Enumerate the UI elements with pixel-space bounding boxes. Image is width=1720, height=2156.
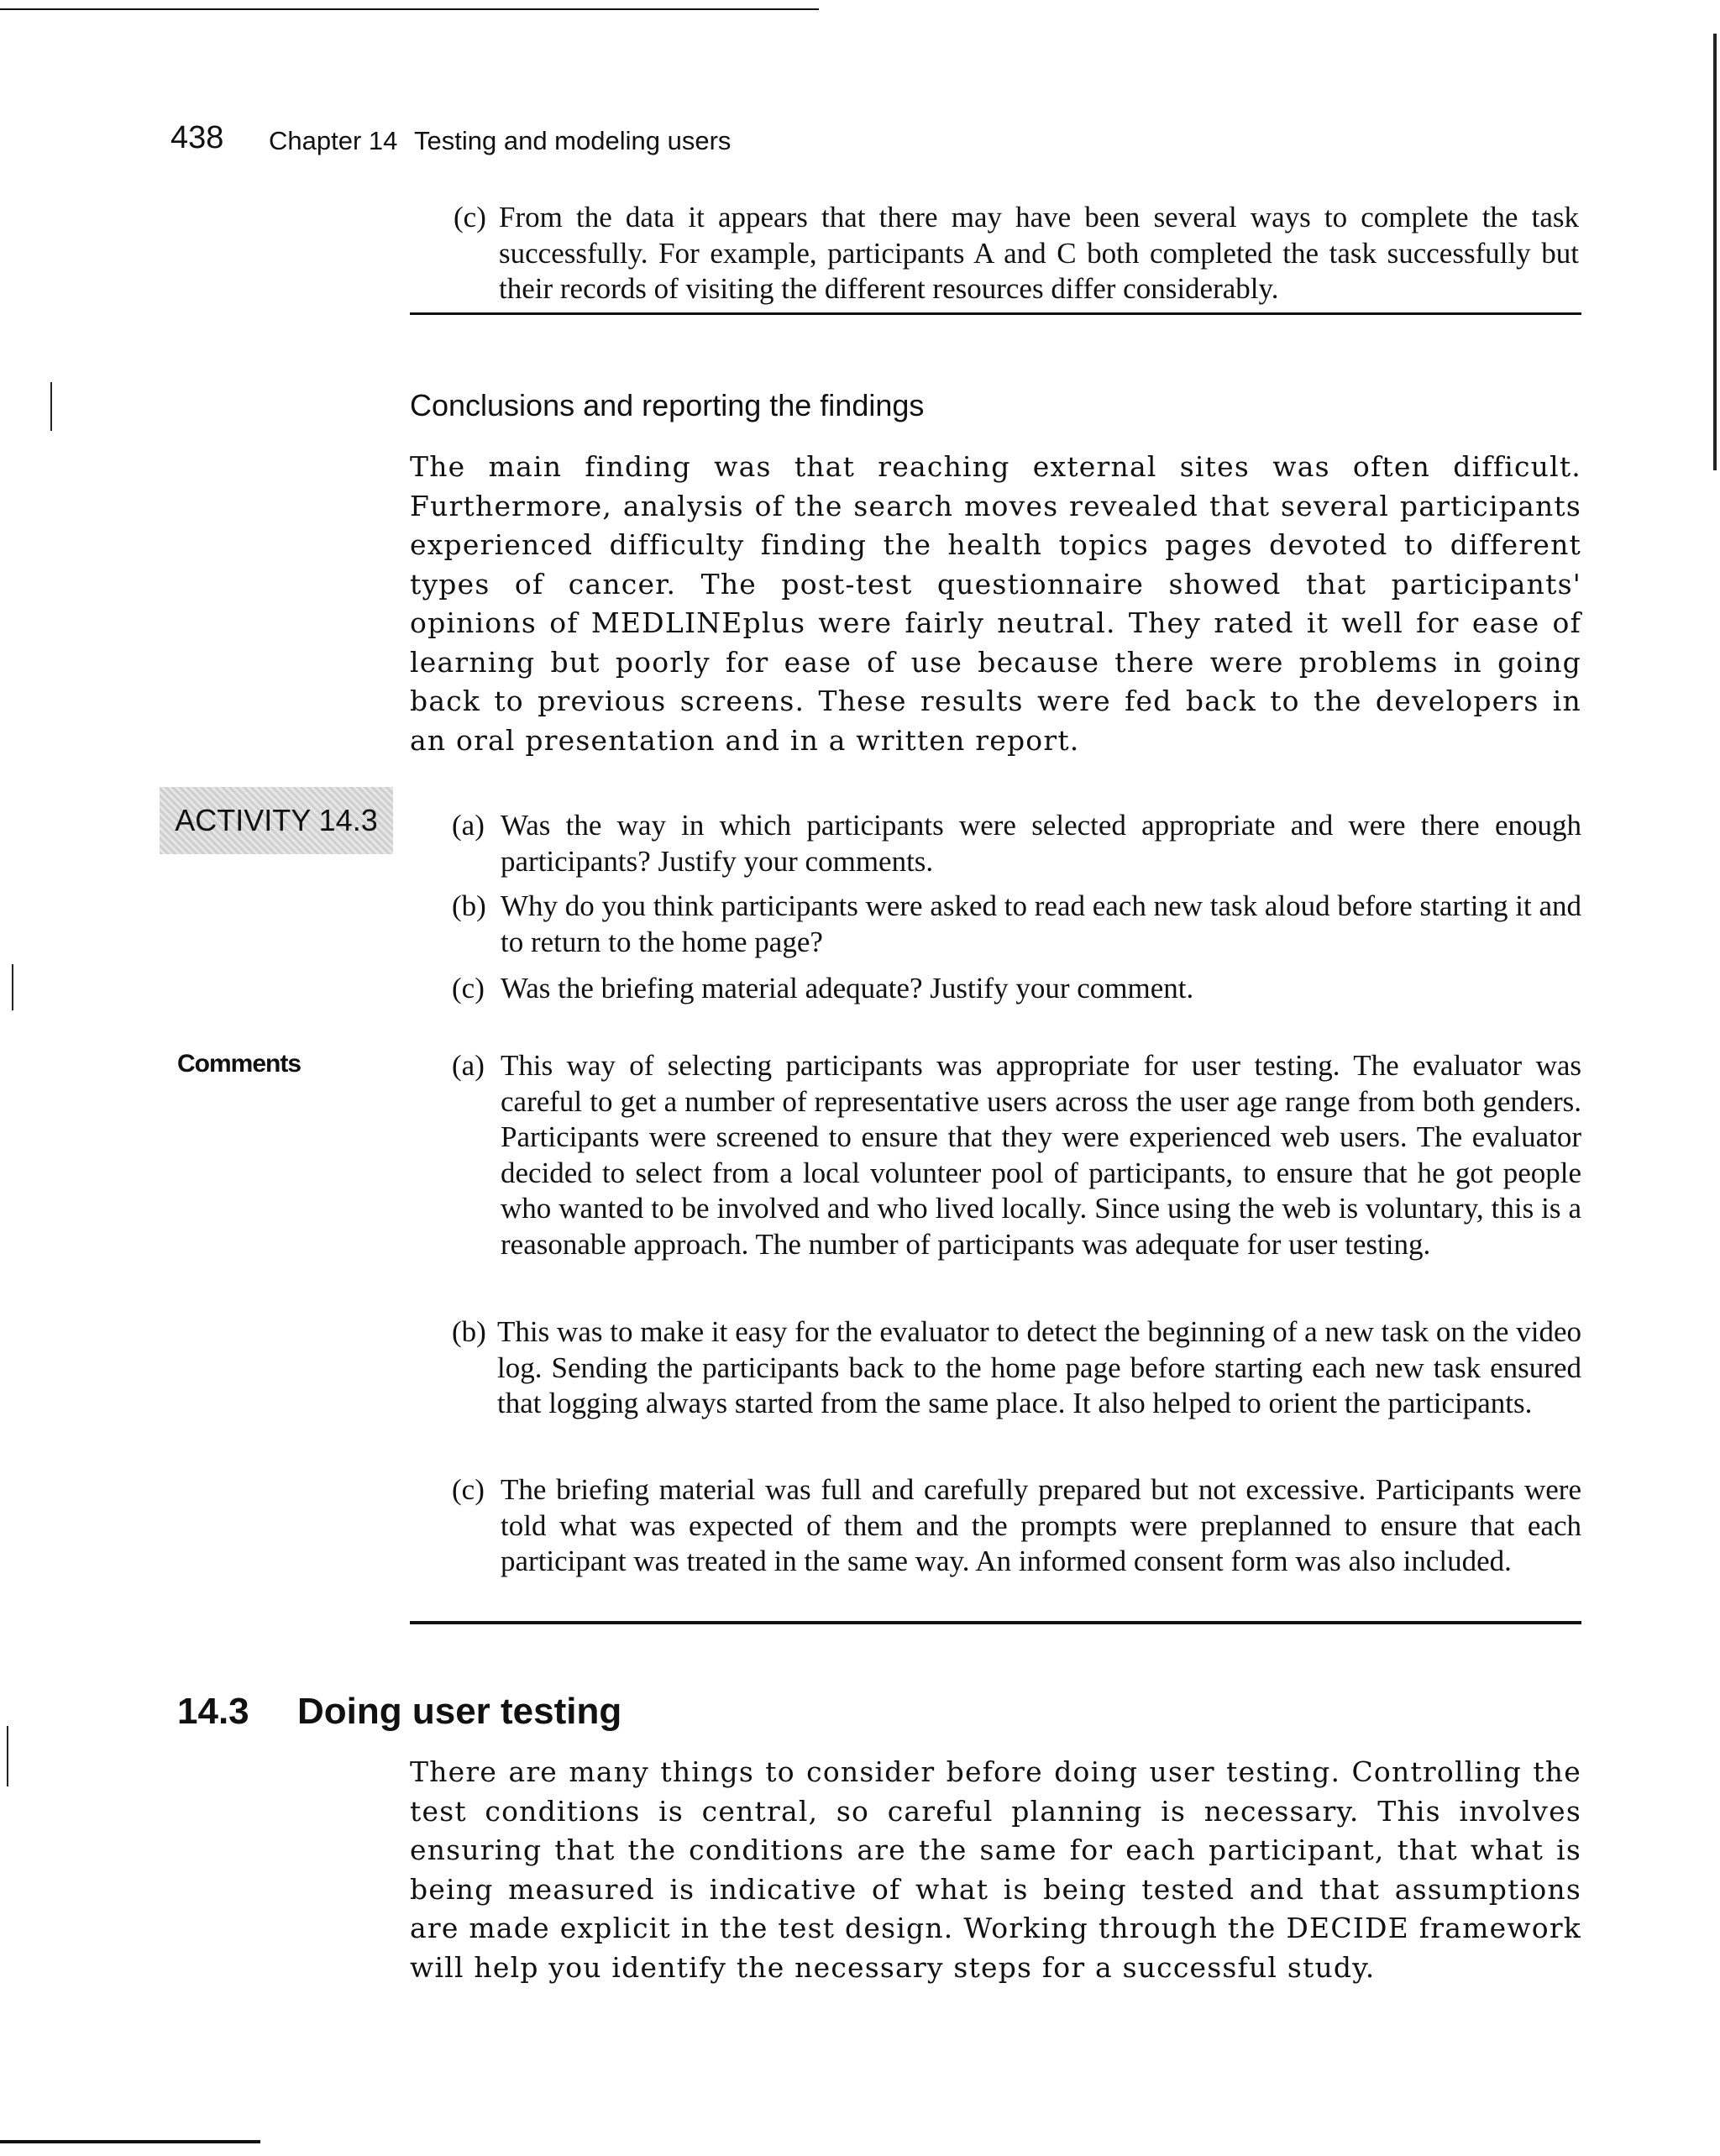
divider-rule [410,1621,1581,1624]
list-item [452,808,1581,879]
page-number: 438 [170,120,224,155]
divider-rule [410,312,1581,315]
list-item [452,1048,1581,1262]
item-label: (c) [452,1473,485,1506]
list-item [452,889,1581,960]
comments-heading: Comments [177,1050,302,1078]
list-item [452,971,1581,1007]
item-label: (b) [452,1315,486,1348]
section-number: 14.3 [177,1691,249,1732]
item-label: (c) [454,201,486,233]
section-paragraph: There are many things to consider before doing user testing. Controlling the test conditions is central, so careful planning is necessary. This involves ensuring that the conditions are the same for each participant, that what is being measured is indicative of what is being tested and that assumptions are made explicit in the test design. Working through the DECIDE framework will help you identify the necessary steps for a successful study. [410,1755,1581,1984]
margin-mark-2 [12,964,13,1010]
activity-badge: ACTIVITY 14.3 [160,787,393,854]
subsection-heading: Conclusions and reporting the findings [410,388,925,422]
margin-mark-1 [50,382,52,431]
item-label: (b) [452,889,486,922]
right-edge-mark [1713,34,1717,470]
item-text: Was the briefing material adequate? Justify your comment. [501,972,1194,1005]
list-item [454,200,1579,307]
conclusions-paragraph: The main finding was that reaching external sites was often difficult. Furthermore, analysis of the search moves revealed that several participants experienced difficulty finding the health topics pages devoted to different types of cancer. The post-test questionnaire showed that participants' opinions of MEDLINEplus were fairly neutral. They rated it well for ease of learning but poorly for ease of use because there were problems in going back to previous screens. These results were fed back to the developers in an oral presentation and in a written report. [410,450,1581,757]
item-text: Was the way in which participants were selected appropriate and were there enough participants? Justify your comments. [501,809,1581,878]
item-text: The briefing material was full and carefully prepared but not excessive. Participants were told what was expected of them and the prompts were preplanned to ensure that each participant was treated in the same way. An informed consent form was also included. [501,1473,1581,1577]
item-label: (c) [452,972,485,1005]
running-chapter: Chapter 14 [269,126,398,155]
running-title: Testing and modeling users [414,126,732,155]
item-text: From the data it appears that there may have been several ways to complete the task successfully. For example, participants A and C both completed the task successfully but their records of visiting the different resources differ considerably. [499,201,1579,305]
margin-mark-3 [7,1726,8,1786]
item-text: This was to make it easy for the evaluator to detect the beginning of a new task on the video log. Sending the participants back to the home page before starting each new task ensured that logging always started from the same place. It also helped to orient the participants. [497,1315,1581,1419]
list-item [452,1472,1581,1580]
item-text: Why do you think participants were asked to read each new task aloud before starting it and to return to the home page? [501,889,1581,958]
item-label: (a) [452,1049,485,1082]
section-title: Doing user testing [297,1691,622,1732]
list-item [452,1314,1581,1422]
top-scan-rule [0,8,819,10]
bottom-scan-rule [0,2140,260,2143]
item-text: This way of selecting participants was appropriate for user testing. The evaluator was careful to get a number of representative users across the user age range from both genders. Participants were screened to ensure that they were experienced web users. The evaluator decided to select from a local volunteer pool of participants, to ensure that he got people who wanted to be involved and who lived locally. Since using the web is voluntary, this is a reasonable approach. The number of participants was adequate for user testing. [501,1049,1581,1261]
item-label: (a) [452,809,485,842]
